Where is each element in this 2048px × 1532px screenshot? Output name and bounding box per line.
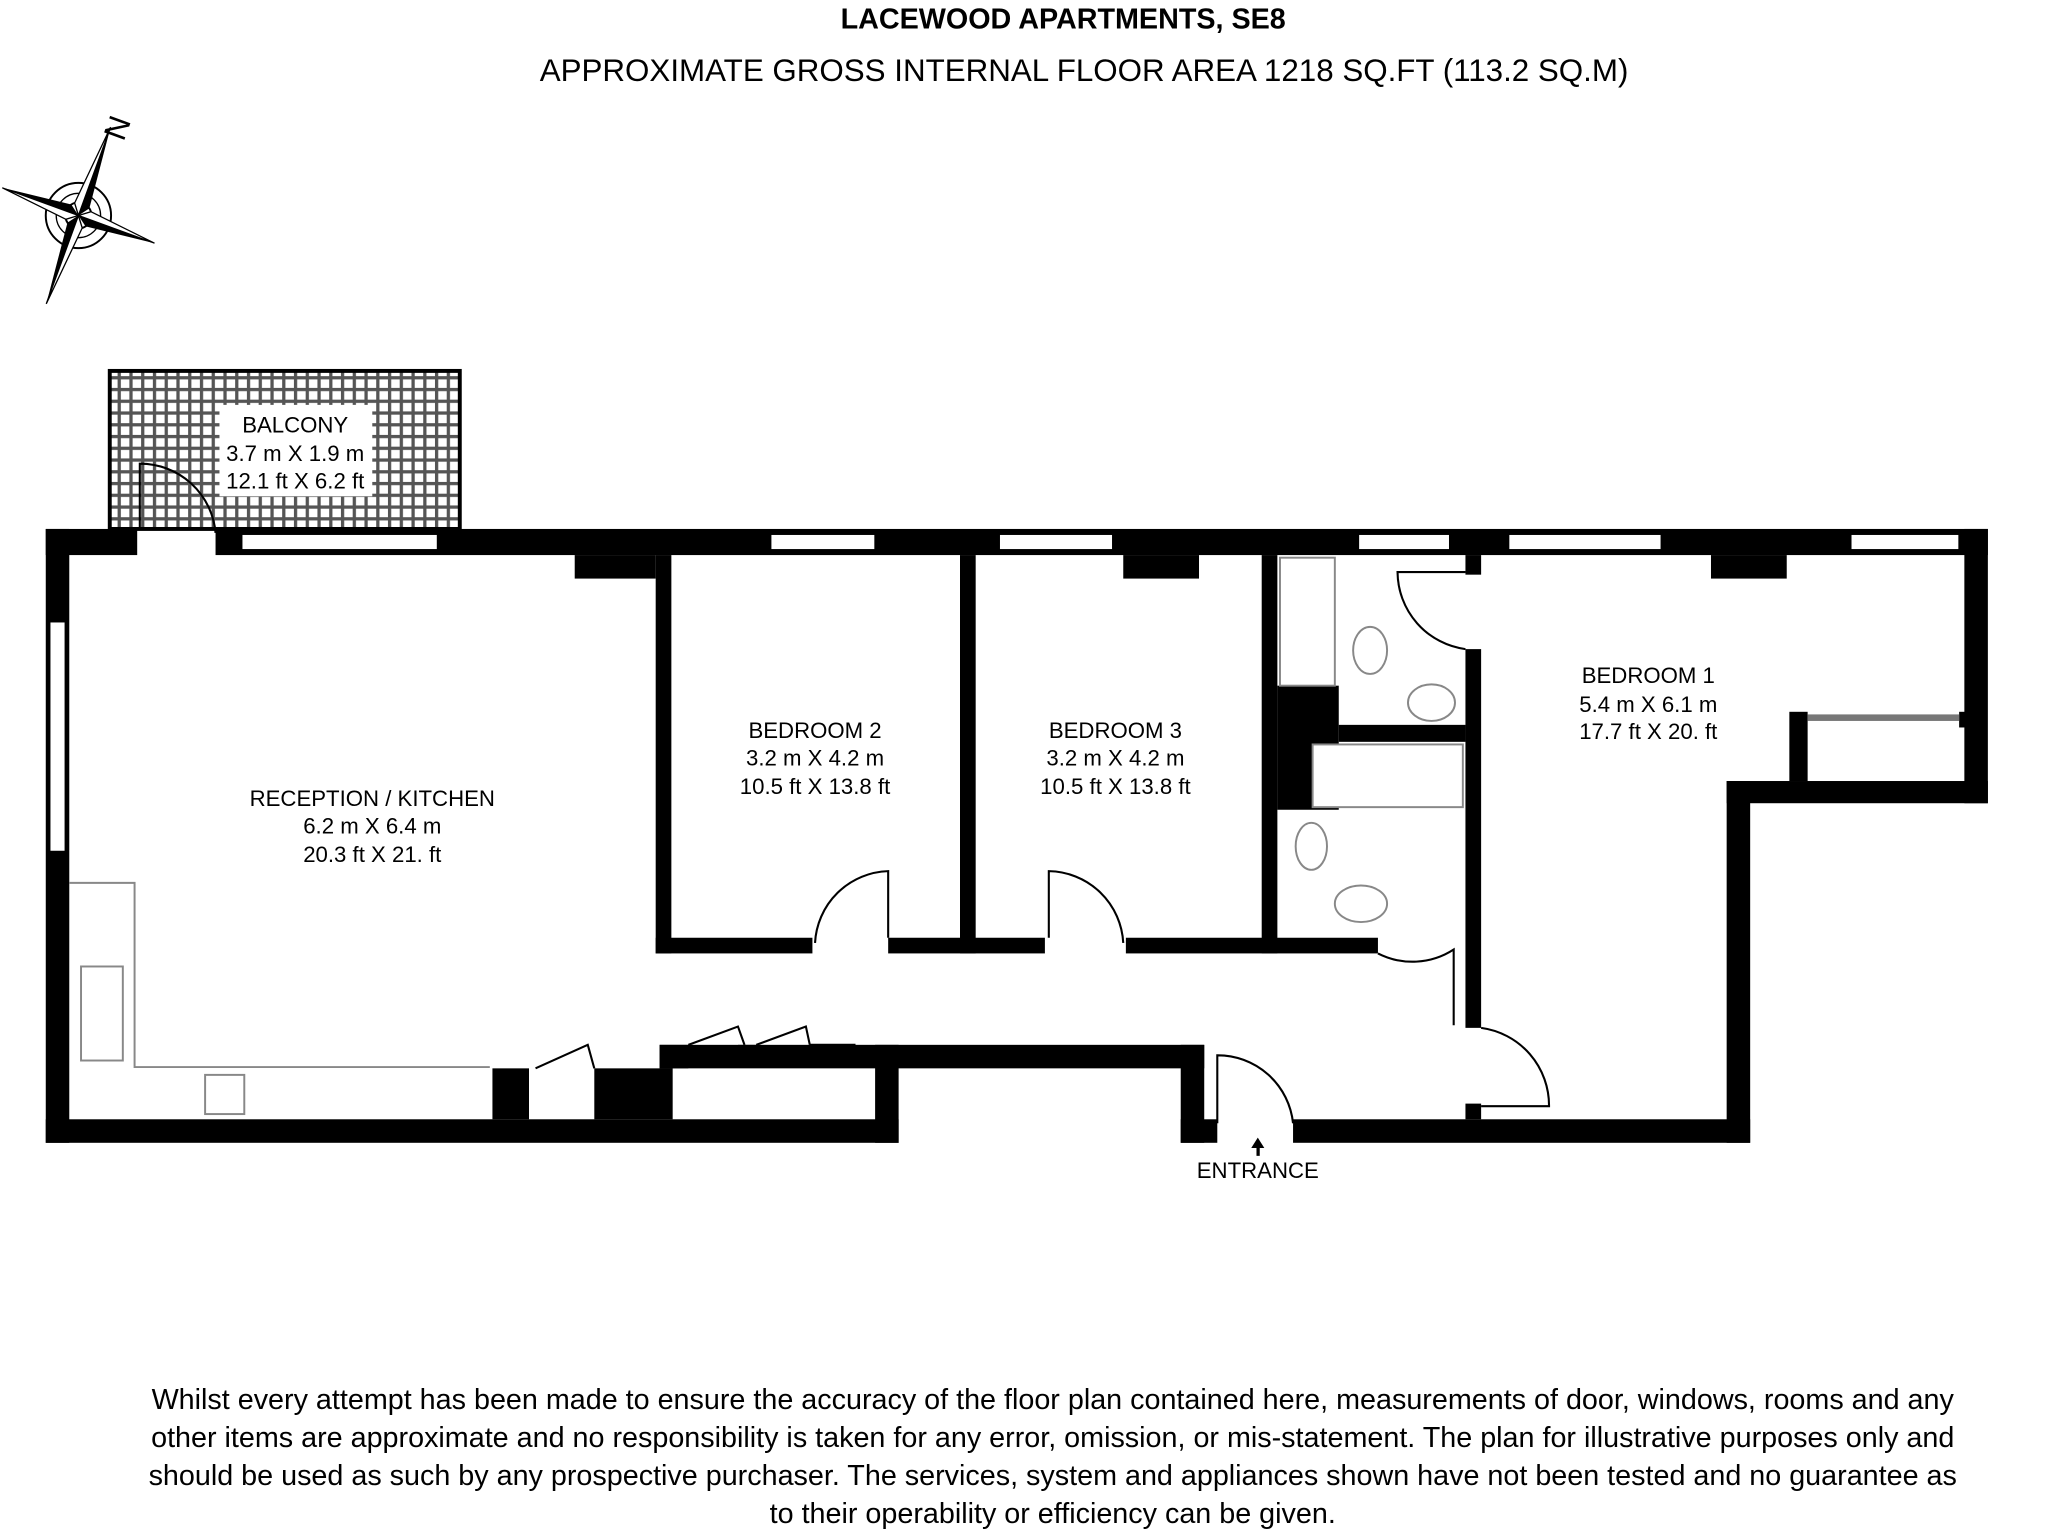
- svg-text:other items are approximate an: other items are approximate and no responsibility is taken for any error, omission, or mis-statement. The plan for illustrative purposes only and: [151, 1422, 1955, 1455]
- basin-icon: [1408, 684, 1455, 721]
- entrance-marker: [1197, 1138, 1319, 1183]
- bath-icon: [1313, 744, 1463, 807]
- svg-text:BEDROOM 3: BEDROOM 3: [1048, 717, 1183, 743]
- svg-text:10.5 ft X 13.8 ft: 10.5 ft X 13.8 ft: [1040, 774, 1191, 800]
- svg-text:12.1 ft X 6.2 ft: 12.1 ft X 6.2 ft: [226, 468, 365, 494]
- hob-icon: [205, 1075, 244, 1114]
- sink-icon: [81, 966, 123, 1060]
- svg-text:3.2 m X 4.2 m: 3.2 m X 4.2 m: [1046, 745, 1185, 771]
- toilet-icon: [1335, 886, 1387, 923]
- shower-icon: [1280, 558, 1335, 686]
- plan-title: LACEWOOD APARTMENTS, SE8: [840, 3, 1286, 36]
- room-reception-kitchen: [250, 786, 495, 867]
- room-bedroom-1: [1579, 663, 1717, 744]
- room-bedroom-3: [1040, 718, 1190, 799]
- svg-text:BEDROOM 1: BEDROOM 1: [1581, 663, 1715, 689]
- svg-text:RECEPTION / KITCHEN: RECEPTION / KITCHEN: [249, 785, 495, 811]
- svg-text:ENTRANCE: ENTRANCE: [1196, 1158, 1319, 1184]
- fixtures: [69, 558, 1463, 1114]
- svg-text:17.7 ft X 20. ft: 17.7 ft X 20. ft: [1579, 719, 1718, 745]
- svg-text:20.3 ft X 21. ft: 20.3 ft X 21. ft: [303, 841, 442, 867]
- svg-text:to their operability or effici: to their operability or efficiency can be given.: [769, 1497, 1336, 1530]
- room-bedroom-2: [740, 718, 890, 799]
- svg-text:Whilst every attempt has been: Whilst every attempt has been made to ensure the accuracy of the floor plan contained here, measurements of door, windows, rooms and any: [151, 1384, 1954, 1417]
- svg-text:should be used as such by any: should be used as such by any prospective purchaser. The services, system and appliances shown have not been tested and no guarantee as: [148, 1459, 1957, 1492]
- svg-text:3.7 m X 1.9 m: 3.7 m X 1.9 m: [226, 441, 365, 467]
- arrow-up-icon: [1251, 1138, 1264, 1148]
- svg-text:5.4 m X 6.1 m: 5.4 m X 6.1 m: [1579, 691, 1718, 717]
- svg-text:BEDROOM 2: BEDROOM 2: [748, 717, 882, 743]
- room-balcony: [226, 412, 364, 493]
- svg-text:BALCONY: BALCONY: [242, 412, 349, 438]
- plan-subtitle: APPROXIMATE GROSS INTERNAL FLOOR AREA 1218 SQ.FT (113.2 SQ.M): [539, 52, 1629, 88]
- disclaimer: [149, 1384, 1957, 1530]
- toilet-icon: [1353, 627, 1387, 674]
- svg-text:10.5 ft X 13.8 ft: 10.5 ft X 13.8 ft: [739, 774, 891, 800]
- compass-north-label: N: [96, 111, 138, 145]
- basin-icon: [1296, 823, 1327, 870]
- svg-text:6.2 m X 6.4 m: 6.2 m X 6.4 m: [303, 813, 442, 839]
- compass-rose-icon: [0, 99, 187, 331]
- svg-text:3.2 m X 4.2 m: 3.2 m X 4.2 m: [745, 745, 885, 771]
